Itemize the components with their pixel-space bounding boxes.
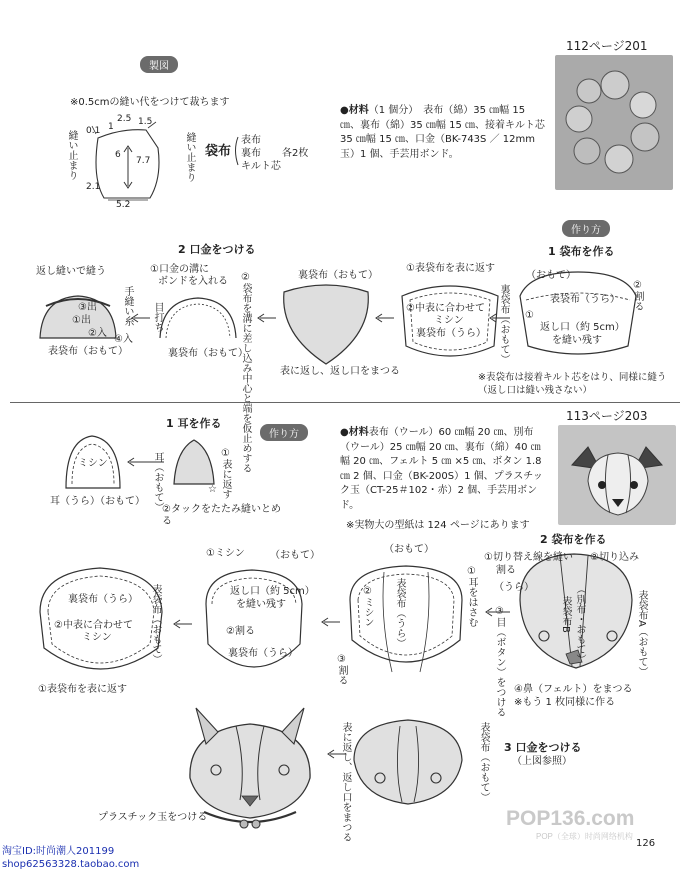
step3-title-203: 3 口金をつける (504, 741, 582, 754)
s1-omote: （おもて） (526, 270, 576, 281)
bag-part-1: 表布 (241, 135, 261, 146)
dog-purse-illustration (558, 425, 676, 525)
dim-7-7: 7.7 (136, 156, 151, 166)
l203-gap: 返し口（約 5cm） (230, 586, 315, 597)
bag-part-3: キルト芯 (241, 161, 281, 172)
l203-sew2: を縫い残す (236, 599, 286, 610)
ear-ura-omote: 耳（うら）（おもて） (50, 496, 145, 507)
bag-part-2: 裏布 (241, 148, 261, 159)
s2-slot2: ボンドを入れる (158, 276, 228, 287)
step2-title-203: 2 袋布を作る (540, 533, 607, 546)
l203-cut: ②割る (226, 626, 255, 637)
dim-2-5: 2.5 (117, 114, 132, 124)
s1-inner: 表袋布（うら） (550, 294, 620, 305)
s2-label2: 表袋布（おもて） (48, 346, 128, 357)
step1-title-201: 1 袋布を作る (548, 245, 615, 258)
page-ref-203: 113ページ203 (566, 409, 648, 423)
j203-center: ②中表に合わせて (54, 620, 133, 631)
f-betsu: （別布・おもて） (574, 584, 585, 664)
ear-turn: ①表に返す (220, 448, 231, 499)
step3-ref: （上図参照） (512, 756, 572, 767)
stop-left: 縫い止まり (66, 130, 77, 180)
f-ura: （うら） (494, 582, 534, 593)
ear-tuck: ②タックをたたみ縫いとめる (162, 504, 281, 527)
section-divider (10, 402, 680, 403)
joined-bag (40, 568, 162, 669)
shop-id: 淘宝ID:时尚潮人201199 (2, 846, 115, 857)
j203-omote: 表袋布（おもて） (150, 584, 161, 664)
shop-footnote (2, 846, 139, 871)
j203-ura: 裏袋布（うら） (68, 594, 138, 605)
m203-cut: ③割る (336, 654, 347, 685)
mid-center: ②中表に合わせて (406, 303, 485, 314)
f-omoteA: 表袋布A（おもて） (636, 590, 647, 677)
s2-slot1: ①口金の溝に (150, 264, 209, 275)
real-size-note: ※実物大の型紙は 124 ページにあります (346, 520, 530, 531)
s2-out3: ③出 (78, 302, 97, 313)
l203-sew: ①ミシン (206, 548, 245, 559)
step2-title-201: 2 口金をつける (178, 243, 256, 256)
s1-cut: ②割る (632, 280, 643, 311)
materials-203-title: ●材料 (340, 427, 369, 438)
bag-name: 袋布 (205, 144, 232, 159)
howto-label-203: 作り方 (260, 424, 308, 441)
watermark-brand: POP136.com (506, 807, 635, 830)
inside-bag (284, 285, 369, 364)
m203-label: 表袋布（うら） (394, 578, 405, 648)
step3-purse (354, 720, 462, 804)
mid-sew: ミシン (434, 315, 464, 326)
s1-note: ※表袋布は接着キルト芯をはり、同様に縫う（返し口は縫い残さない） (478, 372, 667, 396)
dim-1: 1 (108, 122, 114, 132)
dim-1-5: 1.5 (138, 117, 153, 127)
product-photo-201 (555, 55, 673, 190)
s2-in2: ②入 (88, 328, 107, 339)
f-c2: 割る (496, 565, 516, 576)
coin-purses-illustration (555, 55, 673, 190)
inside-note: 表に返し、返し口をまつる (280, 366, 400, 377)
dim-0-1: 0.1 (86, 126, 101, 136)
pattern-label: 製図 (140, 56, 178, 73)
finish-bead: プラスチック玉をつける (98, 812, 208, 823)
step1-title-203: 1 耳を作る (166, 417, 222, 430)
howto-label-201: 作り方 (562, 220, 610, 237)
f-c1: ①切り替え線を縫い (484, 552, 573, 563)
ear-omote: 耳（おもて） (152, 452, 163, 512)
s2-label: 裏袋布（おもて） (168, 348, 248, 359)
m203-ear: ①耳をはさむ (466, 566, 477, 627)
f-also: ※もう 1 枚同様に作る (514, 697, 616, 708)
ear-star: ☆ (208, 484, 217, 495)
s2-thread: 手縫い糸 (122, 286, 133, 326)
s2-back: 返し縫いで縫う (36, 266, 106, 277)
seam-allowance-note: ※0.5cmの縫い代をつけて裁ちます (70, 97, 230, 108)
s2-awl: 目打ち (152, 302, 163, 332)
j203-sew: ミシン (82, 632, 112, 643)
page-ref-201: 112ページ201 (566, 39, 648, 53)
m203-sew: ②ミシン (362, 586, 373, 627)
l203-omote: （おもて） (270, 550, 320, 561)
finish-turn-close: 表に返し、返し口をまつる (340, 722, 351, 842)
stop-right: 縫い止まり (184, 132, 195, 182)
dim-5-2: 5.2 (116, 200, 131, 210)
l203-ura: 裏袋布（うら） (228, 648, 298, 659)
s2-push: ②袋布を溝に差し込み中心と端を仮止めする (240, 272, 251, 473)
ear-turned (174, 440, 214, 484)
j203-turn: ①表袋布を表に返す (38, 684, 127, 695)
s1-sew: を縫い残す (552, 335, 602, 346)
dim-2-1: 2.1 (86, 182, 101, 192)
s1-ura: 裏袋布（おもて） (498, 284, 509, 364)
materials-203-text: 表布（ウール）60 ㎝幅 20 ㎝、別布（ウール）25 ㎝幅 20 ㎝、裏布（綿）40 ㎝幅 20 ㎝、フェルト 5 ㎝ ×5 ㎝、ボタン 1.8 ㎝ 2 個、口金（BK-200S）1 個、プラスチック玉（CT-25＃102・赤）2 個、手芸用ボンド。 (340, 427, 543, 511)
bag-count: 各2枚 (282, 148, 309, 159)
materials-203 (340, 426, 550, 513)
m203-omote: （おもて） (384, 544, 434, 555)
s2-out1: ①出 (72, 315, 91, 326)
materials-201-text: （1 個分） 表布（綿）35 ㎝幅 15 ㎝、裏布（綿）35 ㎝幅 15 ㎝、接着キルト芯 35 ㎝幅 15 ㎝、口金（BK-743S ／ 12mm 玉）1 個、手芸用ボンド。 (340, 105, 545, 160)
mid-ura: 裏袋布（うら） (416, 328, 486, 339)
f-omoteB: 表袋布B (560, 596, 571, 633)
inside-label: 裏袋布（おもて） (298, 270, 378, 281)
materials-201 (340, 104, 548, 162)
ear-sew: ミシン (78, 458, 108, 469)
materials-201-title: ●材料 (340, 105, 369, 116)
watermark-sub: POP（全球）时尚网络机构 (536, 832, 633, 841)
s1-gap: 返し口（約 5cm） (540, 322, 625, 333)
page-number: 126 (636, 838, 656, 849)
shop-url: shop62563328.taobao.com (2, 858, 140, 870)
f-nose: ④鼻（フェルト）をまつる (514, 684, 633, 695)
f-c3: ②切り込み (590, 552, 639, 563)
f-eye: ③目（ボタン）をつける (494, 606, 505, 717)
s2-in4: ④入 (114, 334, 133, 345)
finish-omote: 表袋布（おもて） (478, 722, 489, 802)
dim-6: 6 (115, 150, 121, 160)
s1-c1: ① (525, 310, 534, 321)
product-photo-203 (558, 425, 676, 525)
mid-turn: ①表袋布を表に返す (406, 263, 495, 274)
